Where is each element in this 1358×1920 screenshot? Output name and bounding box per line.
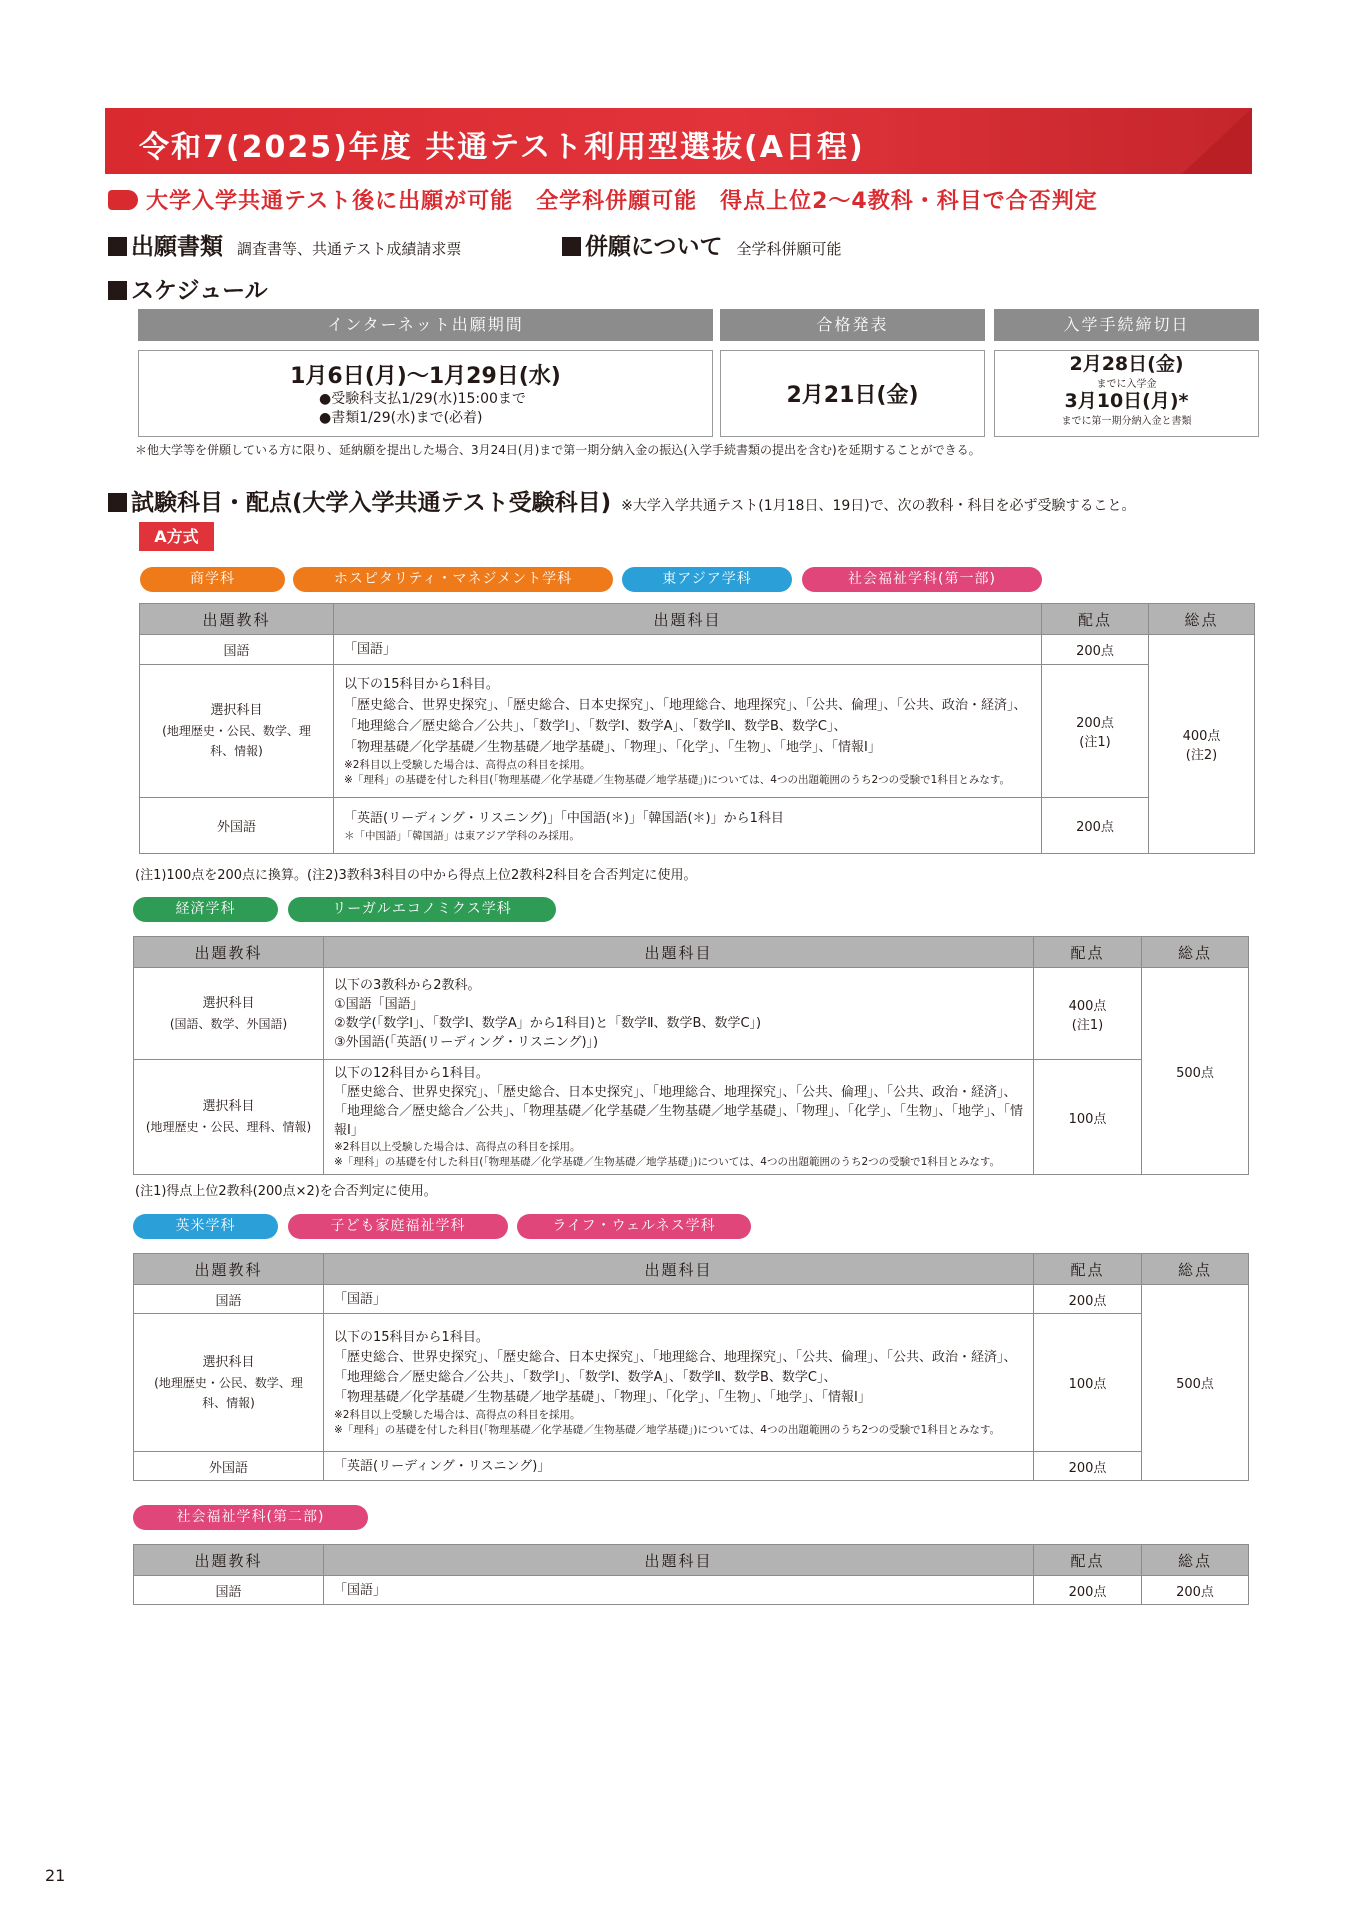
points-cell: 200点: [1034, 1452, 1142, 1481]
subject-cell: [334, 665, 1042, 798]
subject-line: 「地理総合／歴史総合／公共」、「数学Ⅰ」、「数学Ⅰ、数学A」、「数学Ⅱ、数学B、数学C」、: [334, 1369, 837, 1385]
subject-note: ※「理科」の基礎を付した科目(「物理基礎／化学基礎／生物基礎／地学基礎」)については、4つの出題範囲のうち2つの受験で1科目とみなす。: [344, 774, 1010, 786]
schedule-application-period: [138, 350, 713, 437]
total-cell: 500点: [1142, 1285, 1249, 1481]
subject-line: 「物理基礎／化学基礎／生物基礎／地学基礎」、「物理」、「化学」、「生物」、「地学」、「情報Ⅰ」: [344, 740, 881, 755]
fee-note: ●受験科支払1/29(水)15:00まで: [319, 391, 526, 407]
col-head-subjects: 出題科目: [324, 1254, 1034, 1285]
dept-pill-social-welfare-1: 社会福祉学科(第一部): [802, 567, 1042, 592]
dept-pill-hospitality: ホスピタリティ・マネジメント学科: [293, 567, 613, 592]
table-row: [140, 635, 1255, 665]
area-cell: [140, 665, 334, 798]
dept-pill-social-welfare-2: 社会福祉学科(第二部): [133, 1505, 368, 1530]
banner-corner-decoration: [1182, 108, 1252, 174]
schedule-heading: [108, 272, 268, 305]
subject-line: 以下の15科目から1科目。: [344, 677, 499, 692]
square-bullet-icon: [108, 237, 127, 256]
exam-table-group1: [139, 603, 1255, 854]
exam-title: 試験科目・配点(大学入学共通テスト受験科目): [131, 490, 612, 516]
area-cell: 外国語: [140, 798, 334, 854]
col-head-total: 総点: [1142, 1545, 1249, 1576]
col-head-points: 配点: [1042, 604, 1149, 635]
col-head-area: 出題教科: [140, 604, 334, 635]
points-note: (注1): [1079, 735, 1111, 750]
dept-pill-english-american: 英米学科: [133, 1214, 278, 1239]
exam-table-group2: [133, 936, 1249, 1175]
multi-title: 併願について: [585, 234, 723, 260]
pointing-hand-icon: [108, 190, 138, 210]
points-cell: 200点: [1034, 1285, 1142, 1314]
table-row: [134, 1314, 1249, 1452]
col-head-area: 出題教科: [134, 937, 324, 968]
total-cell: 500点: [1142, 968, 1249, 1175]
subject-line: 以下の15科目から1科目。: [334, 1329, 489, 1345]
area-label: 選択科目: [202, 1354, 255, 1370]
dept-pill-east-asia: 東アジア学科: [622, 567, 792, 592]
points-note: (注1): [1071, 1017, 1104, 1033]
subject-line: ③外国語(「英語(リーディング・リスニング)」): [334, 1034, 599, 1050]
subject-line: 「地理総合／歴史総合／公共」、「数学Ⅰ」、「数学Ⅰ、数学A」、「数学Ⅱ、数学B、数学C」、: [344, 719, 847, 734]
subject-line: 以下の12科目から1科目。: [334, 1066, 489, 1081]
dept-pill-commerce: 商学科: [140, 567, 285, 592]
dept-pill-life-wellness: ライフ・ウェルネス学科: [517, 1214, 751, 1239]
area-cell: [134, 1060, 324, 1175]
subject-cell: 「国語」: [324, 1285, 1034, 1314]
table-row: [134, 968, 1249, 1060]
points-value: 400点: [1068, 998, 1107, 1014]
exam-table-group4: [133, 1544, 1249, 1605]
col-head-subjects: 出題科目: [324, 1545, 1034, 1576]
col-head-points: 配点: [1034, 937, 1142, 968]
schedule-deadline: [994, 350, 1259, 437]
docs-title: 出願書類: [131, 234, 223, 260]
subject-line: 「歴史総合、世界史探究」、「歴史総合、日本史探究」、「地理総合、地理探究」、「公共、倫理」、「公共、政治・経済」、: [334, 1349, 1017, 1365]
area-cell: [134, 968, 324, 1060]
deadline-2-note: までに第一期分納入金と書類: [1061, 416, 1192, 427]
deadline-1-note: までに入学金: [1096, 379, 1157, 390]
page-title: 令和7(2025)年度 共通テスト利用型選抜(A日程): [139, 130, 865, 165]
result-date: 2月21日(金): [786, 383, 919, 408]
total-value: 400点: [1182, 729, 1221, 744]
exam-note: ※大学入学共通テスト(1月18日、19日)で、次の教科・科目を必ず受験すること。: [621, 498, 1136, 514]
col-head-subjects: 出題科目: [334, 604, 1042, 635]
col-head-total: 総点: [1142, 937, 1249, 968]
page-banner: [105, 108, 1252, 174]
subject-line: ②数学(「数学Ⅰ」、「数学Ⅰ、数学A」から1科目)と「数学Ⅱ、数学B、数学C」): [334, 1015, 762, 1031]
area-label: 選択科目: [210, 703, 263, 718]
tagline-text: 大学入学共通テスト後に出願が可能 全学科併願可能 得点上位2〜4教科・科目で合否判定: [146, 189, 1098, 214]
area-sub: (地理歴史・公民、理科、情報): [145, 1120, 312, 1134]
subject-line: 以下の3教科から2教科。: [334, 977, 481, 993]
points-cell: 100点: [1034, 1314, 1142, 1452]
subject-cell: [324, 1314, 1034, 1452]
group2-footnote: (注1)得点上位2教科(200点×2)を合否判定に使用。: [135, 1184, 437, 1199]
schedule-title: スケジュール: [131, 278, 268, 304]
subject-cell: 「英語(リーディング・リスニング)」: [324, 1452, 1034, 1481]
col-head-subjects: 出題科目: [324, 937, 1034, 968]
docs-note: ●書類1/29(水)まで(必着): [319, 410, 483, 426]
square-bullet-icon: [108, 281, 127, 300]
schedule-result: [720, 350, 985, 437]
subject-note: ※2科目以上受験した場合は、高得点の科目を採用。: [334, 1141, 581, 1153]
area-sub: (地理歴史・公民、数学、理科、情報): [154, 1375, 303, 1410]
total-cell: 200点: [1142, 1576, 1249, 1605]
points-value: 200点: [1076, 716, 1114, 731]
points-cell: 200点: [1034, 1576, 1142, 1605]
subject-cell: 「国語」: [334, 635, 1042, 665]
dept-pill-legal-economics: リーガルエコノミクス学科: [288, 897, 556, 922]
dept-pill-child-family: 子ども家庭福祉学科: [288, 1214, 508, 1239]
schedule-footnote: ＊他大学等を併願している方に限り、延納願を提出した場合、3月24日(月)まで第一期分納入金の振込(入学手続書類の提出を含む)を延期することができる。: [135, 443, 981, 457]
col-head-total: 総点: [1142, 1254, 1249, 1285]
area-cell: 国語: [134, 1285, 324, 1314]
subject-cell: 「国語」: [324, 1576, 1034, 1605]
area-cell: 国語: [134, 1576, 324, 1605]
subject-note: ※「理科」の基礎を付した科目(「物理基礎／化学基礎／生物基礎／地学基礎」)については、4つの出題範囲のうち2つの受験で1科目とみなす。: [334, 1156, 1000, 1168]
points-cell: [1034, 968, 1142, 1060]
area-sub: (国語、数学、外国語): [169, 1016, 288, 1031]
points-cell: 100点: [1034, 1060, 1142, 1175]
square-bullet-icon: [562, 237, 581, 256]
dept-pill-economics: 経済学科: [133, 897, 278, 922]
subject-line: 「歴史総合、世界史探究」、「歴史総合、日本史探究」、「地理総合、地理探究」、「公共、倫理」、「公共、政治・経済」、: [344, 698, 1027, 713]
area-cell: 外国語: [134, 1452, 324, 1481]
col-head-area: 出題教科: [134, 1545, 324, 1576]
tagline: [108, 184, 1098, 215]
subject-note: ※2科目以上受験した場合は、高得点の科目を採用。: [344, 759, 591, 771]
subject-note: ＊「中国語」「韓国語」は東アジア学科のみ採用。: [344, 829, 580, 842]
table-row: [134, 1285, 1249, 1314]
subject-note: ※2科目以上受験した場合は、高得点の科目を採用。: [334, 1408, 581, 1421]
total-cell: [1149, 635, 1255, 854]
col-head-points: 配点: [1034, 1254, 1142, 1285]
schedule-head-application: インターネット出願期間: [138, 309, 713, 341]
table-row: [140, 665, 1255, 798]
area-cell: [134, 1314, 324, 1452]
table-row: [134, 1060, 1249, 1175]
deadline-2: 3月10日(月)*: [1064, 390, 1189, 412]
area-label: 選択科目: [202, 1099, 255, 1114]
subject-line: 「英語(リーディング・リスニング)」「中国語(＊)」「韓国語(＊)」から1科目: [344, 810, 784, 826]
table-row: [134, 1452, 1249, 1481]
subject-cell: [324, 1060, 1034, 1175]
subject-line: ①国語「国語」: [334, 996, 424, 1012]
schedule-head-result: 合格発表: [720, 309, 985, 341]
points-cell: [1042, 665, 1149, 798]
subject-line: 「歴史総合、世界史探究」、「歴史総合、日本史探究」、「地理総合、地理探究」、「公共、倫理」、「公共、政治・経済」、: [334, 1085, 1017, 1100]
deadline-1: 2月28日(金): [1069, 353, 1184, 375]
schedule-head-deadline: 入学手続締切日: [994, 309, 1259, 341]
table-row: [140, 798, 1255, 854]
col-head-points: 配点: [1034, 1545, 1142, 1576]
application-period: 1月6日(月)〜1月29日(水): [290, 364, 561, 389]
application-docs: [108, 228, 461, 261]
exam-table-group3: [133, 1253, 1249, 1481]
subject-line: 「地理総合／歴史総合／公共」、「物理基礎／化学基礎／生物基礎／地学基礎」、「物理」、「化学」、「生物」、「地学」、「情報Ⅰ」: [334, 1104, 1024, 1138]
total-note: (注2): [1185, 748, 1218, 763]
subject-cell: [334, 798, 1042, 854]
subject-note: ※「理科」の基礎を付した科目(「物理基礎／化学基礎／生物基礎／地学基礎」)については、4つの出題範囲のうち2つの受験で1科目とみなす。: [334, 1423, 1000, 1436]
subject-line: 「物理基礎／化学基礎／生物基礎／地学基礎」、「物理」、「化学」、「生物」、「地学」、「情報Ⅰ」: [334, 1389, 871, 1405]
points-cell: 200点: [1042, 798, 1149, 854]
col-head-area: 出題教科: [134, 1254, 324, 1285]
square-bullet-icon: [108, 493, 127, 512]
area-cell: 国語: [140, 635, 334, 665]
group1-footnote: (注1)100点を200点に換算。(注2)3教科3科目の中から得点上位2教科2科目を合否判定に使用。: [135, 868, 697, 883]
page-number: 21: [45, 1866, 66, 1885]
multi-application: [562, 228, 842, 261]
type-tag: A方式: [139, 522, 214, 551]
area-label: 選択科目: [202, 995, 255, 1011]
area-sub: (地理歴史・公民、数学、理科、情報): [162, 724, 311, 758]
subject-cell: [324, 968, 1034, 1060]
points-cell: 200点: [1042, 635, 1149, 665]
exam-heading: [108, 484, 1135, 517]
docs-text: 調査書等、共通テスト成績請求票: [237, 240, 462, 258]
multi-text: 全学科併願可能: [736, 240, 842, 258]
col-head-total: 総点: [1149, 604, 1255, 635]
table-row: [134, 1576, 1249, 1605]
